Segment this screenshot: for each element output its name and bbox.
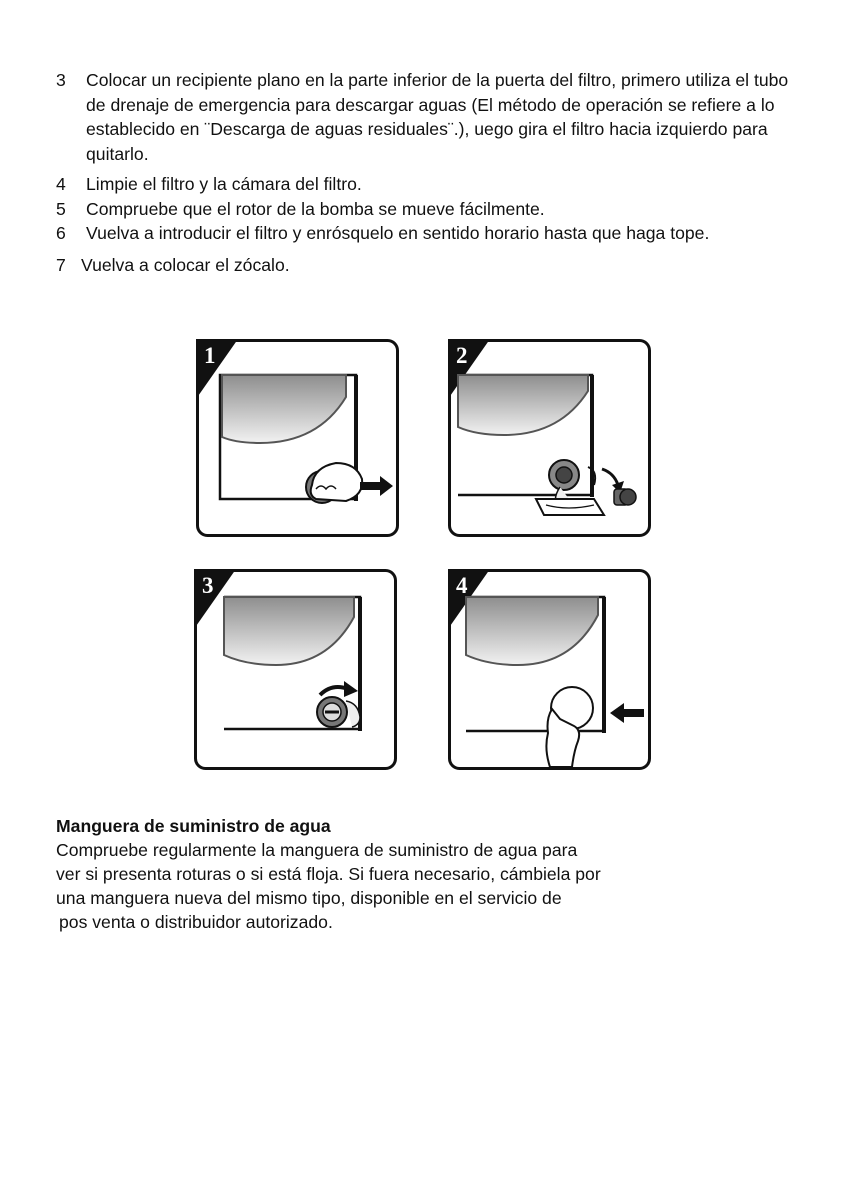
- step-6: [56, 221, 796, 246]
- panel-number: 2: [456, 343, 468, 368]
- illustration-panel-2: [448, 339, 652, 538]
- step-text: Vuelva a colocar el zócalo.: [81, 254, 290, 275]
- panel-number: 4: [456, 573, 468, 598]
- step-text: Limpie el filtro y la cámara del filtro.: [86, 174, 362, 194]
- section-line: pos venta o distribuidor autorizado.: [59, 912, 333, 932]
- step-text: Colocar un recipiente plano en la parte inferior de la puerta del filtro, primero utiliza el tubo de drenaje de emergencia para descargar aguas (El método de operación se refiere a lo establecido en ¨Descarga de aguas residuales¨.), uego gira el filtro hacia izquierdo para quitarlo.: [86, 70, 789, 164]
- filter-cap-icon: [614, 489, 636, 505]
- panel-number: 3: [202, 573, 214, 598]
- illustration-panel-1: [196, 339, 400, 538]
- step-number: 7: [56, 254, 66, 275]
- section-line: ver si presenta roturas o si está floja. Si fuera necesario, cámbiela por: [56, 864, 601, 884]
- section-line: una manguera nueva del mismo tipo, disponible en el servicio de: [56, 888, 562, 908]
- step-text: Compruebe que el rotor de la bomba se mueve fácilmente.: [86, 198, 545, 219]
- step-7: [56, 253, 796, 278]
- step-number: 3: [56, 70, 66, 90]
- steps-list: [56, 68, 796, 277]
- step-text: Vuelva a introducir el filtro y enrósquelo en sentido horario hasta que haga tope.: [86, 223, 710, 243]
- illustration-panel-3: [194, 569, 398, 771]
- panel-number: 1: [204, 343, 216, 368]
- section-title: Manguera de suministro de agua: [56, 816, 331, 836]
- section-line: Compruebe regularmente la manguera de suministro de agua para: [56, 840, 578, 860]
- step-number: 4: [56, 174, 66, 194]
- illustration-panel-4: [448, 569, 652, 771]
- step-4: [56, 172, 796, 197]
- step-5: [56, 197, 796, 222]
- step-3: [56, 68, 796, 166]
- step-number: 5: [56, 198, 66, 219]
- water-hose-section: [56, 814, 756, 934]
- step-number: 6: [56, 223, 66, 243]
